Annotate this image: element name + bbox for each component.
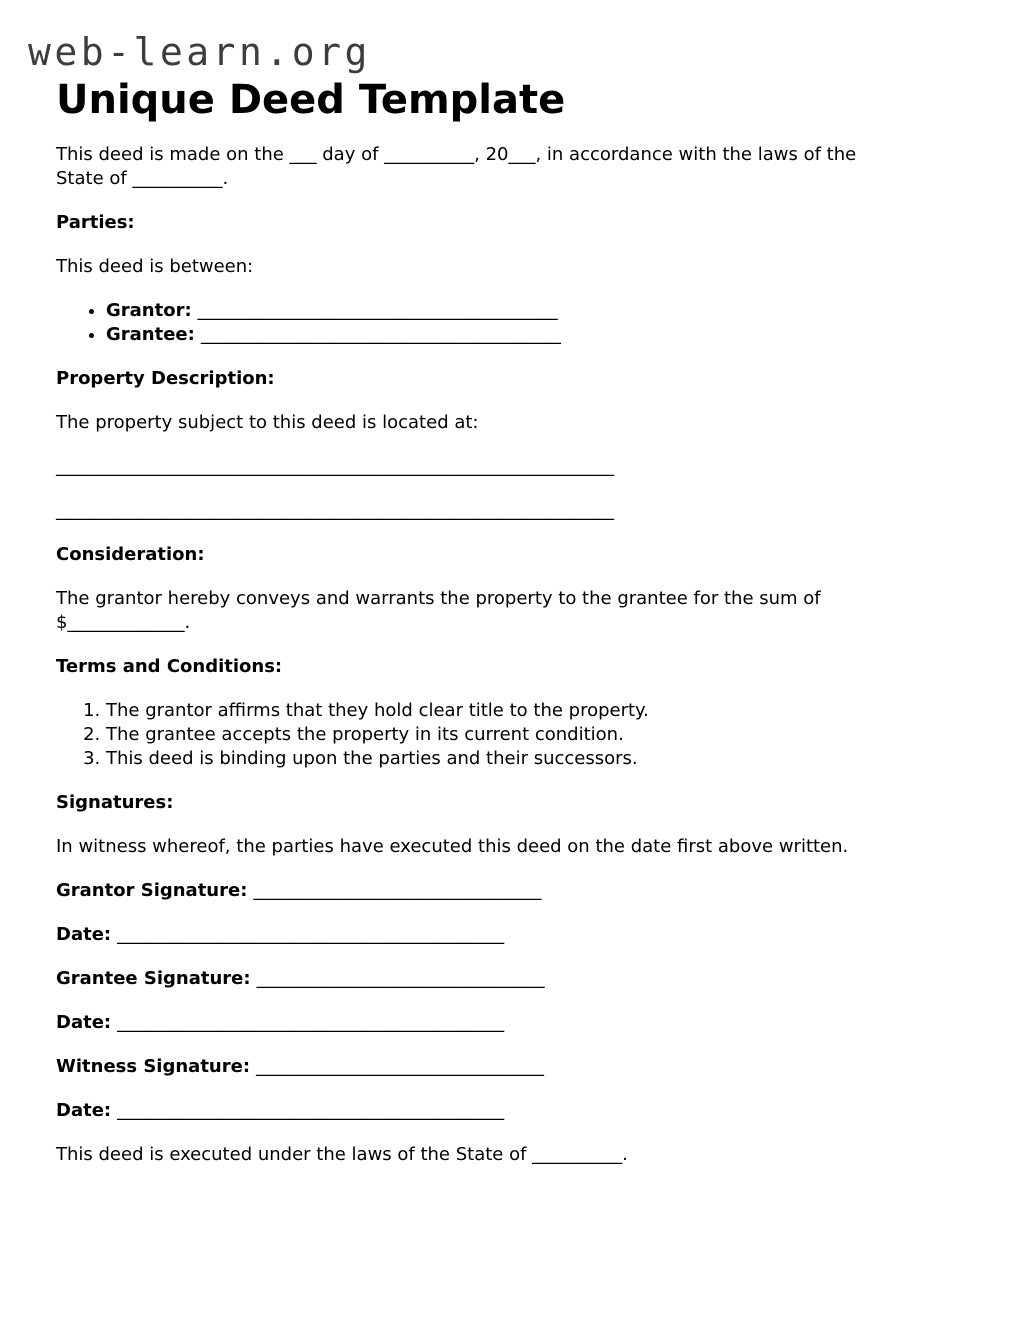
grantor-label: Grantor: bbox=[106, 299, 192, 321]
grantee-signature-label: Grantee Signature: bbox=[56, 967, 251, 989]
site-logo: web-learn.org bbox=[28, 30, 371, 74]
terms-list bbox=[56, 699, 896, 771]
deed-body bbox=[56, 143, 896, 1167]
grantor-signature-label: Grantor Signature: bbox=[56, 879, 248, 901]
grantee-blank-line: ________________________________________ bbox=[200, 323, 561, 345]
property-lead: The property subject to this deed is located at: bbox=[56, 411, 479, 433]
terms-item-3: 3. This deed is binding upon the parties and their successors. bbox=[106, 747, 896, 771]
property-blank-line-1: ______________________________________________________________ bbox=[56, 455, 614, 477]
section-heading-consideration: Consideration: bbox=[56, 543, 205, 565]
list-item-grantee bbox=[106, 323, 896, 347]
signatures-lead: In witness whereof, the parties have executed this deed on the date first above written. bbox=[56, 835, 849, 857]
grantee-date-label: Date: bbox=[56, 1011, 112, 1033]
witness-date-blank: ___________________________________________ bbox=[117, 1099, 505, 1121]
terms-item-1: 1. The grantor affirms that they hold clear title to the property. bbox=[106, 699, 896, 723]
grantor-date-blank: ___________________________________________ bbox=[117, 923, 505, 945]
page-title: Unique Deed Template bbox=[56, 76, 566, 123]
grantor-signature-blank: ________________________________ bbox=[253, 879, 542, 901]
signature-row-witness-date bbox=[56, 1099, 896, 1123]
section-heading-signatures: Signatures: bbox=[56, 791, 174, 813]
witness-signature-blank: ________________________________ bbox=[256, 1055, 545, 1077]
section-heading-parties: Parties: bbox=[56, 211, 135, 233]
witness-date-label: Date: bbox=[56, 1099, 112, 1121]
grantor-date-label: Date: bbox=[56, 923, 112, 945]
witness-signature-label: Witness Signature: bbox=[56, 1055, 251, 1077]
property-blank-line-2: ______________________________________________________________ bbox=[56, 499, 614, 521]
signature-row-grantor bbox=[56, 879, 896, 903]
signature-row-grantee bbox=[56, 967, 896, 991]
parties-lead: This deed is between: bbox=[56, 255, 254, 277]
grantee-date-blank: ___________________________________________ bbox=[117, 1011, 505, 1033]
signature-row-grantor-date bbox=[56, 923, 896, 947]
list-item-grantor bbox=[106, 299, 896, 323]
section-heading-property-description: Property Description: bbox=[56, 367, 275, 389]
grantee-signature-blank: ________________________________ bbox=[256, 967, 545, 989]
grantee-label: Grantee: bbox=[106, 323, 195, 345]
section-heading-terms: Terms and Conditions: bbox=[56, 655, 283, 677]
signature-row-grantee-date bbox=[56, 1011, 896, 1035]
signature-row-witness bbox=[56, 1055, 896, 1079]
intro-paragraph: This deed is made on the ___ day of __________, 20___, in accordance with the laws of the State of __________. bbox=[56, 143, 857, 189]
terms-item-2: 2. The grantee accepts the property in its current condition. bbox=[106, 723, 896, 747]
grantor-blank-line: ________________________________________ bbox=[197, 299, 558, 321]
closing-paragraph: This deed is executed under the laws of the State of __________. bbox=[56, 1143, 628, 1165]
consideration-paragraph: The grantor hereby conveys and warrants the property to the grantee for the sum of $_____________. bbox=[56, 587, 821, 633]
parties-list bbox=[56, 299, 896, 347]
